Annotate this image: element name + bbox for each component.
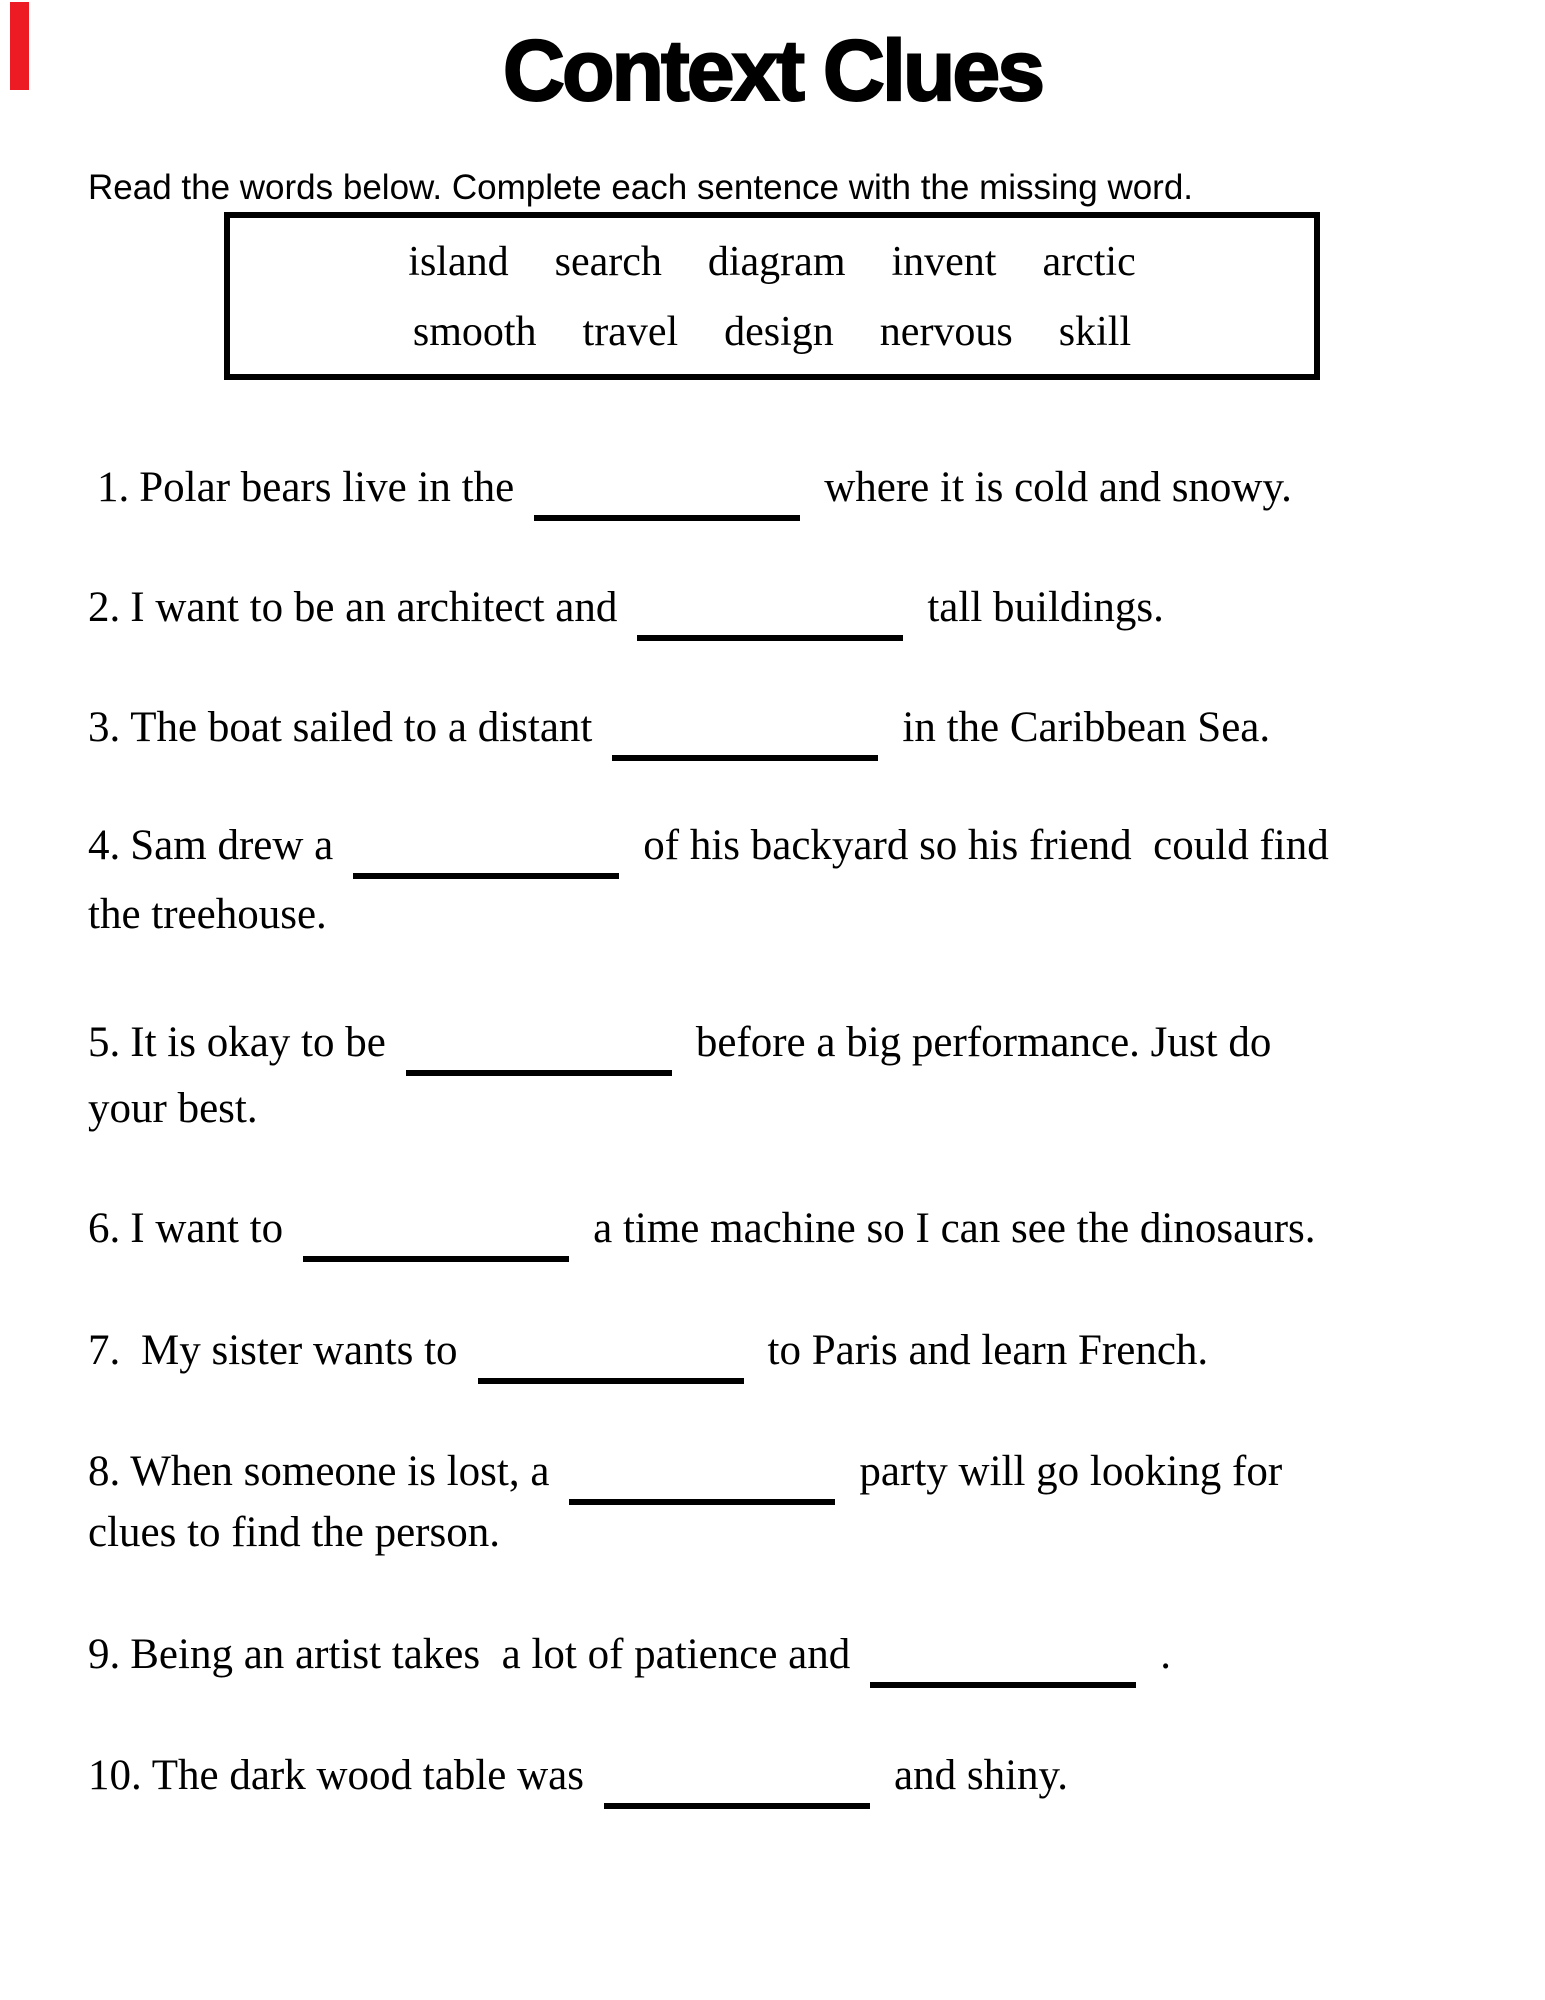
sentence-text-before-blank: Sam drew a <box>130 822 334 869</box>
sentence-text-after-blank: to Paris and learn French. <box>767 1327 1209 1374</box>
instructions-text: Read the words below. Complete each sentence with the missing word. <box>88 168 1194 207</box>
sentence-number: 7. <box>88 1327 121 1374</box>
sentence-1 <box>97 463 1292 521</box>
word-bank-word: skill <box>1058 309 1132 355</box>
word-bank <box>224 212 1320 380</box>
word-bank-word: diagram <box>707 239 846 285</box>
sentence-text-before-blank: Polar bears live in the <box>139 464 515 511</box>
sentence-text-after-blank: and shiny. <box>894 1752 1068 1799</box>
sentence-2 <box>88 583 1164 641</box>
sentence-text-after-blank: in the Caribbean Sea. <box>902 704 1271 751</box>
sentence-text-after-blank: a time machine so I can see the dinosaurs. <box>593 1205 1316 1252</box>
sentence-text-after-blank: party will go looking for <box>859 1448 1283 1495</box>
answer-blank[interactable] <box>612 719 878 761</box>
sentence-text-before-blank: The dark wood table was <box>151 1752 584 1799</box>
word-bank-word: design <box>724 309 834 355</box>
sentence-10 <box>88 1751 1068 1809</box>
word-bank-word: island <box>408 239 509 285</box>
page-title: Context Clues <box>502 23 1043 119</box>
sentence-text-before-blank: The boat sailed to a distant <box>130 704 593 751</box>
sentence-number: 3. <box>88 704 121 751</box>
sentence-number: 8. <box>88 1448 121 1495</box>
sentence-number: 1. <box>97 464 130 511</box>
sentence-8 <box>88 1447 1282 1505</box>
answer-blank[interactable] <box>870 1646 1136 1688</box>
sentence-4-line2: the treehouse. <box>88 891 327 938</box>
sentence-6 <box>88 1204 1316 1262</box>
answer-blank[interactable] <box>637 599 903 641</box>
sentence-text-before-blank: I want to be an architect and <box>130 584 618 631</box>
answer-blank[interactable] <box>353 837 619 879</box>
sentence-text-before-blank: Being an artist takes a lot of patience and <box>130 1631 851 1678</box>
word-bank-word: arctic <box>1042 239 1136 285</box>
answer-blank[interactable] <box>569 1463 835 1505</box>
sentence-text-after-blank: of his backyard so his friend could find <box>643 822 1329 869</box>
sentence-8-line2: clues to find the person. <box>88 1509 500 1556</box>
sentence-text-before-blank: My sister wants to <box>130 1327 458 1374</box>
sentence-text-before-blank: When someone is lost, a <box>130 1448 550 1495</box>
sentence-7 <box>88 1326 1208 1384</box>
sentence-text-after-blank: where it is cold and snowy. <box>824 464 1292 511</box>
sentence-9 <box>88 1630 1171 1688</box>
answer-blank[interactable] <box>303 1220 569 1262</box>
word-bank-word: travel <box>582 309 679 355</box>
word-bank-word: search <box>554 239 662 285</box>
sentence-5-line2: your best. <box>88 1085 258 1132</box>
word-bank-word: smooth <box>412 309 537 355</box>
word-bank-row-1 <box>408 239 1135 285</box>
sentence-3 <box>88 703 1270 761</box>
sentence-number: 2. <box>88 584 121 631</box>
sentence-4 <box>88 821 1329 879</box>
sentence-number: 10. <box>88 1752 142 1799</box>
sentence-text-after-blank: before a big performance. Just do <box>695 1019 1272 1066</box>
answer-blank[interactable] <box>478 1342 744 1384</box>
sentence-5 <box>88 1018 1271 1076</box>
word-bank-word: invent <box>891 239 997 285</box>
sentence-text-after-blank: . <box>1160 1631 1171 1678</box>
word-bank-word: nervous <box>879 309 1013 355</box>
sentence-text-before-blank: I want to <box>130 1205 284 1252</box>
answer-blank[interactable] <box>406 1034 672 1076</box>
answer-blank[interactable] <box>604 1767 870 1809</box>
sentence-text-after-blank: tall buildings. <box>927 584 1164 631</box>
answer-blank[interactable] <box>534 479 800 521</box>
sentence-number: 6. <box>88 1205 121 1252</box>
sentence-number: 5. <box>88 1019 121 1066</box>
sentence-text-before-blank: It is okay to be <box>130 1019 386 1066</box>
sentence-number: 9. <box>88 1631 121 1678</box>
sentence-number: 4. <box>88 822 121 869</box>
word-bank-row-2 <box>413 309 1131 355</box>
